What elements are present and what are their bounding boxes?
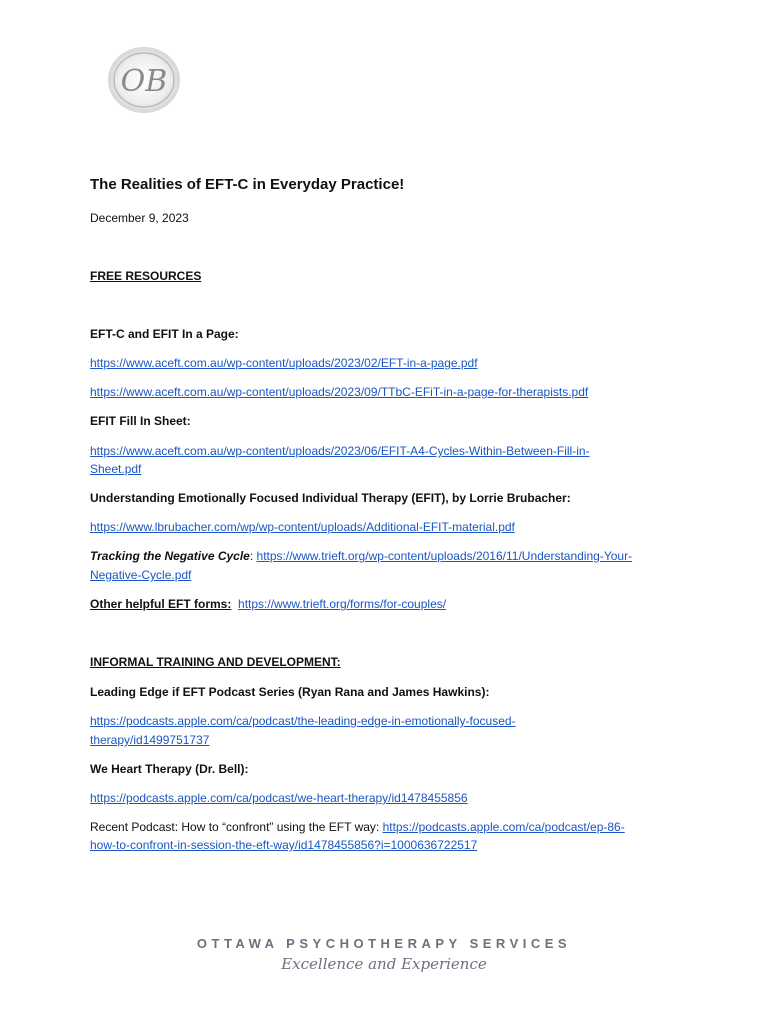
recent-podcast-link-line1[interactable]: https://podcasts.apple.com/ca/podcast/ep-86-: [382, 820, 625, 834]
eftc-label: EFT-C and EFIT In a Page:: [90, 327, 239, 341]
logo-monogram: OB: [120, 64, 168, 99]
free-resources-heading: FREE RESOURCES: [90, 269, 202, 283]
eftc-link-2[interactable]: https://www.aceft.com.au/wp-content/uploads/2023/09/TTbC-EFiT-in-a-page-for-therapists.pdf: [90, 385, 589, 399]
efit-fill-link-line1[interactable]: https://www.aceft.com.au/wp-content/uploads/2023/06/EFIT-A4-Cycles-Within-Between-Fill-in-: [90, 444, 590, 458]
tracking-row: [90, 547, 632, 565]
tracking-link-line1[interactable]: https://www.trieft.org/wp-content/uploads/2016/11/Understanding-Your-: [256, 549, 633, 563]
recent-podcast-label: Recent Podcast: How to “confront” using the EFT way:: [90, 820, 383, 834]
podcast1-link-line1[interactable]: https://podcasts.apple.com/ca/podcast/the-leading-edge-in-emotionally-focused-: [90, 714, 516, 728]
footer-company-name: OTTAWA PSYCHOTHERAPY SERVICES: [196, 936, 572, 951]
tracking-link-line2[interactable]: Negative-Cycle.pdf: [90, 568, 192, 582]
company-logo: [104, 44, 184, 116]
other-forms-link[interactable]: https://www.trieft.org/forms/for-couples/: [238, 597, 447, 611]
tracking-label: Tracking the Negative Cycle: [90, 549, 250, 563]
tracking-separator: :: [249, 549, 257, 563]
efit-fill-label: EFIT Fill In Sheet:: [90, 414, 191, 428]
recent-podcast-row: [90, 818, 625, 836]
podcast1-label: Leading Edge if EFT Podcast Series (Ryan Rana and James Hawkins):: [90, 685, 490, 699]
informal-training-heading: INFORMAL TRAINING AND DEVELOPMENT:: [90, 655, 341, 669]
podcast2-label: We Heart Therapy (Dr. Bell):: [90, 762, 249, 776]
footer-tagline: Excellence and Experience: [281, 955, 487, 973]
podcast2-link[interactable]: https://podcasts.apple.com/ca/podcast/we-heart-therapy/id1478455856: [90, 791, 468, 805]
eftc-link-1[interactable]: https://www.aceft.com.au/wp-content/uploads/2023/02/EFT-in-a-page.pdf: [90, 356, 478, 370]
other-forms-row: [90, 595, 446, 613]
understanding-label: Understanding Emotionally Focused Individual Therapy (EFIT), by Lorrie Brubacher:: [90, 491, 571, 505]
understanding-link[interactable]: https://www.lbrubacher.com/wp/wp-content/uploads/Additional-EFIT-material.pdf: [90, 520, 515, 534]
page-date: December 9, 2023: [90, 211, 189, 225]
efit-fill-link-line2[interactable]: Sheet.pdf: [90, 462, 142, 476]
page-title: The Realities of EFT-C in Everyday Practice!: [90, 176, 405, 193]
podcast1-link-line2[interactable]: therapy/id1499751737: [90, 733, 210, 747]
recent-podcast-link-line2[interactable]: how-to-confront-in-session-the-eft-way/id1478455856?i=1000636722517: [90, 838, 478, 852]
other-forms-label: Other helpful EFT forms:: [90, 597, 232, 611]
